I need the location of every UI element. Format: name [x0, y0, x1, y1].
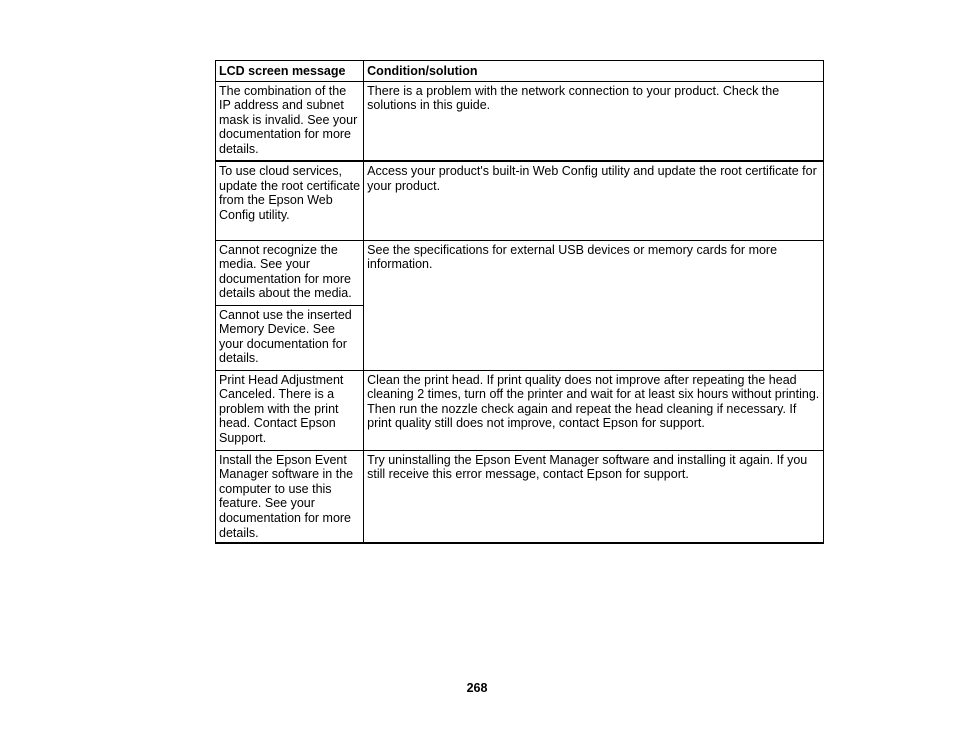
header-lcd-screen-message: LCD screen message — [216, 61, 364, 82]
lcd-message-cell: Cannot recognize the media. See your documentation for more details about the media. — [216, 240, 364, 305]
solution-cell: There is a problem with the network connection to your product. Check the solutions in this guide. — [364, 81, 824, 161]
lcd-message-cell: Cannot use the inserted Memory Device. See your documentation for details. — [216, 305, 364, 370]
page-number: 268 — [466, 681, 488, 695]
solution-cell: Clean the print head. If print quality does not improve after repeating the head cleaning 2 times, turn off the printer and wait for at least six hours without printing. Then run the nozzle check again and repeat the head cleaning if necessary. If print quality still does not improve, contact Epson for support. — [364, 370, 824, 450]
lcd-message-cell: Print Head Adjustment Canceled. There is a problem with the print head. Contact Epson Support. — [216, 370, 364, 450]
table-row — [216, 370, 824, 450]
table-row — [216, 240, 824, 305]
lcd-message-cell: To use cloud services, update the root certificate from the Epson Web Config utility. — [216, 161, 364, 240]
table-row — [216, 81, 824, 161]
table-row — [216, 450, 824, 543]
lcd-message-cell: Install the Epson Event Manager software in the computer to use this feature. See your documentation for more details. — [216, 450, 364, 543]
header-condition-solution: Condition/solution — [364, 61, 824, 82]
table-header-row — [216, 61, 824, 82]
solution-cell: Try uninstalling the Epson Event Manager software and installing it again. If you still receive this error message, contact Epson for support. — [364, 450, 824, 543]
table-row — [216, 161, 824, 240]
error-message-table — [215, 60, 824, 544]
solution-cell: See the specifications for external USB devices or memory cards for more information. — [364, 240, 824, 370]
solution-cell: Access your product's built-in Web Config utility and update the root certificate for your product. — [364, 161, 824, 240]
lcd-message-cell: The combination of the IP address and subnet mask is invalid. See your documentation for more details. — [216, 81, 364, 161]
